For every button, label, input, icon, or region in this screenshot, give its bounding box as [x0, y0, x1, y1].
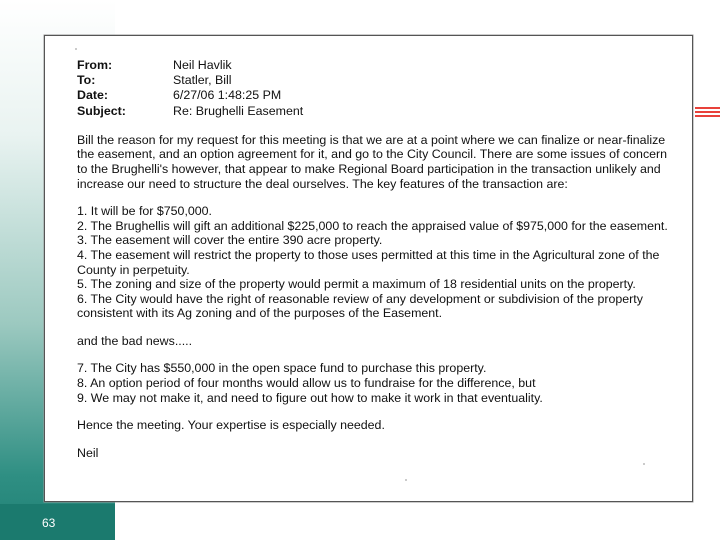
scan-speck: [643, 463, 645, 465]
feature-item: 2. The Brughellis will gift an additional $225,000 to reach the appraised value of $975,000 for the easement.: [77, 218, 668, 233]
bad-news-item: 8. An option period of four months would allow us to fundraise for the difference, but: [77, 376, 536, 391]
memo-scan: [44, 35, 693, 502]
slide-footer-bar: [0, 504, 115, 540]
signature: Neil: [77, 445, 99, 460]
accent-lines: [695, 107, 720, 121]
memo-intro-paragraph: Bill the reason for my request for this meeting is that we are at a point where we can finalize or near-finalize the easement, and an option agreement for it, and go to the City Council. There are some issues of concern to the Brughelli's however, that appear to make Regional Board participation in the transaction unlikely and increase our need to structure the deal ourselves. The key features of the transaction are:: [77, 132, 668, 191]
memo-header-date: [77, 88, 677, 103]
closing-line: Hence the meeting. Your expertise is especially needed.: [77, 418, 385, 433]
feature-item: 4. The easement will restrict the property to those uses permitted at this time in the Agricultural zone of the County in perpetuity.: [77, 247, 660, 277]
memo-body: [77, 58, 677, 460]
header-label: Date:: [77, 88, 108, 103]
header-value: Neil Havlik: [173, 58, 232, 72]
header-value: Re: Brughelli Easement: [173, 103, 304, 118]
bad-news-heading: and the bad news.....: [77, 333, 193, 348]
feature-item: 3. The easement will cover the entire 390 acre property.: [77, 233, 383, 248]
header-value: Statler, Bill: [173, 73, 232, 88]
bad-news-item: 9. We may not make it, and need to figure out how to make it work in that eventuality.: [77, 390, 543, 405]
memo-header-to: [77, 73, 677, 88]
header-value: 6/27/06 1:48:25 PM: [173, 88, 282, 103]
memo-header-from: [77, 58, 677, 73]
header-label: Subject:: [77, 103, 126, 118]
scan-speck: [75, 48, 77, 50]
bad-news-item: 7. The City has $550,000 in the open space fund to purchase this property.: [77, 361, 487, 376]
slide-number: 63: [42, 516, 56, 530]
feature-item: 5. The zoning and size of the property would permit a maximum of 18 residential units on the property.: [77, 277, 636, 292]
memo-header-subject: [77, 104, 677, 119]
feature-item: 1. It will be for $750,000.: [77, 204, 213, 219]
scan-speck: [405, 479, 407, 481]
header-label: To:: [77, 73, 96, 88]
feature-item: 6. The City would have the right of reasonable review of any development or subdivision of the property consistent with its Ag zoning and of the purposes of the Easement.: [77, 291, 643, 321]
header-label: From:: [77, 58, 113, 72]
